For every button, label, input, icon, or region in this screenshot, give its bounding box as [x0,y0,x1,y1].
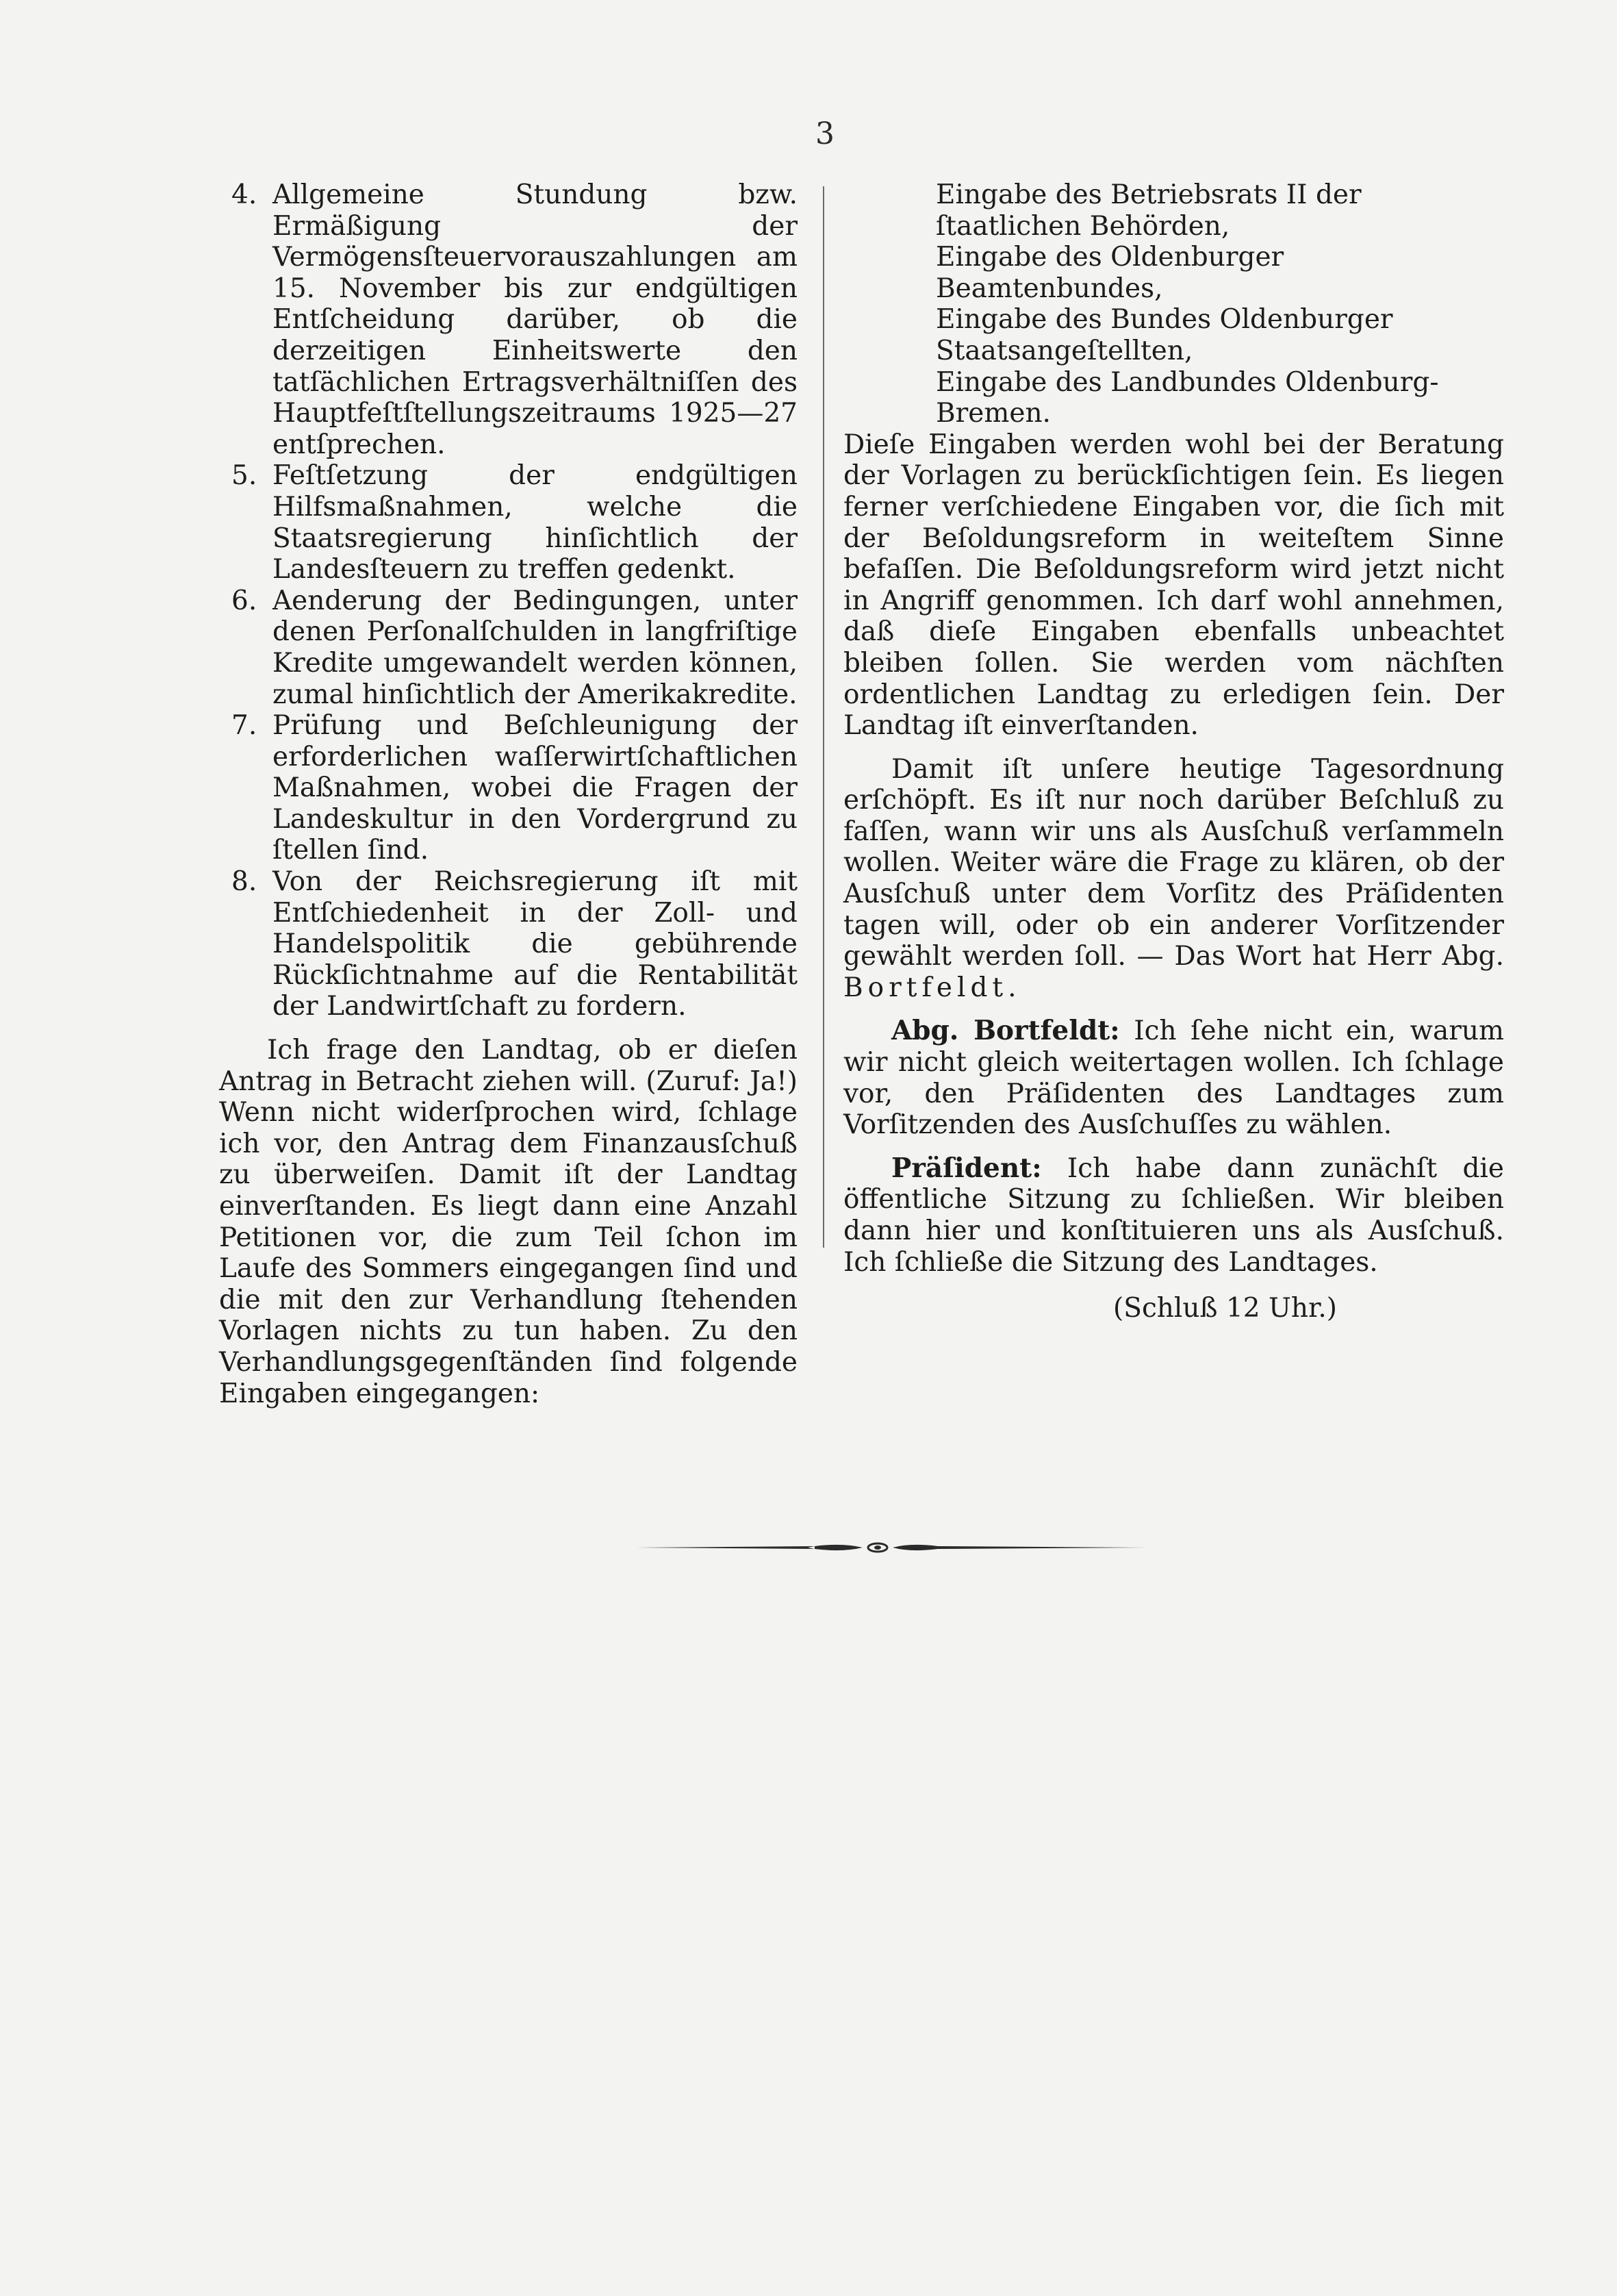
item-number: 7. [231,710,257,742]
speaker-paragraph [843,1015,1504,1140]
column-divider [823,186,824,1248]
paragraph-text: Ich ſehe nicht ein, warum wir nicht gleich weitertagen wollen. Ich ſchlage vor, den Präſidenten des Landtages zum Vorſitzenden des Ausſchuſſes zu wählen. [843,1015,1504,1141]
list-item [219,585,798,710]
paragraph-text: Damit iſt unſere heutige Tagesordnung erſchöpft. Es iſt nur noch darüber Beſchluß zu faſſen, wann wir uns als Ausſchuß verſammeln wollen. Weiter wäre die Frage zu klären, ob der Ausſchuß unter dem Vorſitz des Präſidenten tagen will, oder ob ein anderer Vorſitzender gewählt werden ſoll. — Das Wort hat Herr Abg. [843,753,1504,972]
speaker-name: Bortfeldt. [843,972,1021,1003]
item-text: Allgemeine Stundung bzw. Ermäßigung der Vermögensſteuervorauszahlungen am 15. November bis zur endgültigen Entſcheidung darüber, ob die derzeitigen Einheitswerte den tatſächlichen Ertragsverhältniſſen des Hauptfeſtſtellungszeitraums 1925—27 entſprechen. [272,179,798,460]
page-number: 3 [815,116,835,151]
motion-item-list [219,179,798,1022]
paragraph-text: Ich habe dann zunächſt die öffentliche Sitzung zu ſchließen. Wir bleiben dann hier und konſtituieren uns als Ausſchuß. Ich ſchließe die Sitzung des Landtages. [843,1152,1504,1278]
item-text: Feſtſetzung der endgültigen Hilfsmaßnahmen, welche die Staatsregierung hinſichtlich der Landesſteuern zu treffen gedenkt. [272,460,798,585]
list-item [219,460,798,585]
speaker-paragraph [843,1153,1504,1278]
petition-item: Eingabe des Oldenburger Beamtenbundes, [936,242,1284,304]
item-text: Von der Reichsregierung iſt mit Entſchiedenheit in der Zoll- und Handelspolitik die gebührende Rückſichtnahme auf die Rentabilität der Landwirtſchaft zu fordern. [272,866,798,1022]
petition-list [843,179,1504,429]
petition-item: Eingabe des Bundes Oldenburger Staatsangeſtellten, [936,304,1393,366]
speaker-label: Abg. Bortfeldt: [891,1015,1120,1047]
list-item [219,179,798,460]
body-paragraph: Dieſe Eingaben werden wohl bei der Beratung der Vorlagen zu berückſichtigen ſein. Es liegen ferner verſchiedene Eingaben vor, die ſich mit der Beſoldungsreform in weiteſtem Sinne befaſſen. Die Beſoldungsreform wird jetzt nicht in Angriff genommen. Ich darf wohl annehmen, daß dieſe Eingaben ebenfalls unbeachtet bleiben ſollen. Sie werden vom nächſten ordentlichen Landtag zu erledigen ſein. Der Landtag iſt einverſtanden. [843,429,1504,742]
item-text: Prüfung und Beſchleunigung der erforderlichen waſſerwirtſchaftlichen Maßnahmen, wobei die Fragen der Landeskultur in den Vordergrund zu ſtellen ſind. [272,710,798,866]
petition-item: Eingabe des Betriebsrats II der ſtaatlichen Behörden, [936,179,1362,242]
list-item [219,710,798,866]
item-number: 6. [231,585,257,616]
speaker-label: Präſident: [891,1152,1042,1184]
ornament-divider-icon [637,1537,1147,1558]
closing-note: (Schluß 12 Uhr.) [1113,1293,1337,1324]
left-column [219,179,798,1409]
president-paragraph: Ich frage den Landtag, ob er dieſen Antrag in Betracht ziehen will. (Zuruf: Ja!) Wenn nicht widerſprochen wird, ſchlage ich vor, den Antrag dem Finanzausſchuß zu überweiſen. Damit iſt der Landtag einverſtanden. Es liegt dann eine Anzahl Petitionen vor, die zum Teil ſchon im Laufe des Sommers eingegangen ſind und die mit den zur Verhandlung ſtehenden Vorlagen nichts zu tun haben. Zu den Verhandlungsgegenſtänden ſind folgende Eingaben eingegangen: [219,1035,798,1409]
list-item [219,866,798,1022]
right-column [843,179,1504,1324]
body-paragraph [843,754,1504,1004]
item-number: 5. [231,460,257,492]
petition-item: Eingabe des Landbundes Oldenburg-Bremen. [936,366,1439,429]
item-number: 8. [231,866,257,898]
item-number: 4. [231,179,257,210]
item-text: Aenderung der Bedingungen, unter denen Perſonalſchulden in langfriſtige Kredite umgewandelt werden können, zumal hinſichtlich der Amerikakredite. [272,585,798,710]
